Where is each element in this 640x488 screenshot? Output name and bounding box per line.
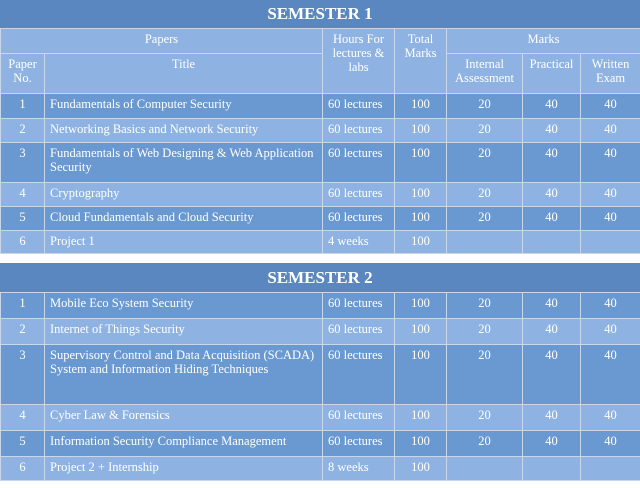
paper-title-cell: Project 1 bbox=[45, 231, 323, 254]
hours-cell: 8 weeks bbox=[323, 457, 395, 481]
internal-assessment-cell: 20 bbox=[447, 293, 523, 319]
table-row bbox=[1, 143, 640, 183]
internal-assessment-cell: 20 bbox=[447, 345, 523, 405]
table-row bbox=[1, 231, 640, 254]
total-marks-cell: 100 bbox=[395, 405, 447, 431]
internal-assessment-cell: 20 bbox=[447, 119, 523, 143]
marks-header: Marks bbox=[447, 29, 640, 54]
written-exam-cell: 40 bbox=[581, 319, 640, 345]
table-row bbox=[1, 293, 640, 319]
hours-cell: 60 lectures bbox=[323, 405, 395, 431]
hours-cell: 60 lectures bbox=[323, 319, 395, 345]
total-marks-cell: 100 bbox=[395, 457, 447, 481]
written-exam-header: Written Exam bbox=[581, 54, 640, 94]
table-row bbox=[1, 183, 640, 207]
practical-marks-cell: 40 bbox=[523, 405, 581, 431]
paper-title-cell: Supervisory Control and Data Acquisition (SCADA) System and Information Hiding Techniques bbox=[45, 345, 323, 405]
practical-marks-cell: 40 bbox=[523, 319, 581, 345]
hours-cell: 60 lectures bbox=[323, 345, 395, 405]
practical-marks-cell: 40 bbox=[523, 293, 581, 319]
paper-no-cell: 4 bbox=[1, 183, 45, 207]
semester-1-table bbox=[0, 28, 640, 254]
written-exam-cell: 40 bbox=[581, 94, 640, 119]
title-header: Title bbox=[45, 54, 323, 94]
header-row-bottom bbox=[1, 54, 640, 94]
internal-assessment-cell: 20 bbox=[447, 94, 523, 119]
table-row bbox=[1, 431, 640, 457]
paper-no-cell: 6 bbox=[1, 457, 45, 481]
internal-assessment-cell bbox=[447, 457, 523, 481]
table-row bbox=[1, 119, 640, 143]
paper-no-cell: 1 bbox=[1, 94, 45, 119]
internal-assessment-cell bbox=[447, 231, 523, 254]
paper-title-cell: Fundamentals of Web Designing & Web Application Security bbox=[45, 143, 323, 183]
total-marks-cell: 100 bbox=[395, 431, 447, 457]
hours-cell: 60 lectures bbox=[323, 119, 395, 143]
paper-no-cell: 3 bbox=[1, 143, 45, 183]
total-marks-cell: 100 bbox=[395, 293, 447, 319]
internal-assessment-header: Internal Assessment bbox=[447, 54, 523, 94]
practical-marks-cell bbox=[523, 457, 581, 481]
semester-2-table bbox=[0, 292, 640, 481]
total-marks-cell: 100 bbox=[395, 183, 447, 207]
semester-2-heading: SEMESTER 2 bbox=[0, 263, 640, 292]
hours-cell: 60 lectures bbox=[323, 183, 395, 207]
paper-title-cell: Project 2 + Internship bbox=[45, 457, 323, 481]
paper-title-cell: Internet of Things Security bbox=[45, 319, 323, 345]
written-exam-cell: 40 bbox=[581, 431, 640, 457]
hours-cell: 60 lectures bbox=[323, 94, 395, 119]
total-marks-cell: 100 bbox=[395, 94, 447, 119]
total-marks-cell: 100 bbox=[395, 231, 447, 254]
written-exam-cell: 40 bbox=[581, 207, 640, 231]
internal-assessment-cell: 20 bbox=[447, 207, 523, 231]
written-exam-cell bbox=[581, 231, 640, 254]
paper-no-cell: 3 bbox=[1, 345, 45, 405]
practical-marks-cell: 40 bbox=[523, 183, 581, 207]
paper-no-cell: 5 bbox=[1, 207, 45, 231]
practical-marks-cell: 40 bbox=[523, 94, 581, 119]
written-exam-cell: 40 bbox=[581, 293, 640, 319]
internal-assessment-cell: 20 bbox=[447, 431, 523, 457]
paper-title-cell: Networking Basics and Network Security bbox=[45, 119, 323, 143]
written-exam-cell: 40 bbox=[581, 183, 640, 207]
table-row bbox=[1, 405, 640, 431]
practical-marks-cell: 40 bbox=[523, 345, 581, 405]
internal-assessment-cell: 20 bbox=[447, 183, 523, 207]
hours-cell: 60 lectures bbox=[323, 207, 395, 231]
written-exam-cell: 40 bbox=[581, 143, 640, 183]
header-row-top bbox=[1, 29, 640, 54]
practical-header: Practical bbox=[523, 54, 581, 94]
paper-no-cell: 6 bbox=[1, 231, 45, 254]
written-exam-cell: 40 bbox=[581, 345, 640, 405]
papers-header: Papers bbox=[1, 29, 323, 54]
internal-assessment-cell: 20 bbox=[447, 405, 523, 431]
paper-title-cell: Cryptography bbox=[45, 183, 323, 207]
internal-assessment-cell: 20 bbox=[447, 143, 523, 183]
practical-marks-cell bbox=[523, 231, 581, 254]
total-marks-cell: 100 bbox=[395, 207, 447, 231]
hours-cell: 60 lectures bbox=[323, 431, 395, 457]
hours-cell: 4 weeks bbox=[323, 231, 395, 254]
paper-title-cell: Information Security Compliance Management bbox=[45, 431, 323, 457]
hours-header: Hours For lectures & labs bbox=[323, 29, 395, 94]
hours-cell: 60 lectures bbox=[323, 293, 395, 319]
table-row bbox=[1, 457, 640, 481]
paper-title-cell: Mobile Eco System Security bbox=[45, 293, 323, 319]
paper-title-cell: Cyber Law & Forensics bbox=[45, 405, 323, 431]
total-marks-header: Total Marks bbox=[395, 29, 447, 94]
table-row bbox=[1, 319, 640, 345]
total-marks-cell: 100 bbox=[395, 319, 447, 345]
total-marks-cell: 100 bbox=[395, 143, 447, 183]
total-marks-cell: 100 bbox=[395, 345, 447, 405]
semester-1-heading: SEMESTER 1 bbox=[0, 0, 640, 28]
total-marks-cell: 100 bbox=[395, 119, 447, 143]
paper-no-cell: 2 bbox=[1, 119, 45, 143]
paper-no-cell: 4 bbox=[1, 405, 45, 431]
paper-title-cell: Fundamentals of Computer Security bbox=[45, 94, 323, 119]
paper-title-cell: Cloud Fundamentals and Cloud Security bbox=[45, 207, 323, 231]
paper-no-header: Paper No. bbox=[1, 54, 45, 94]
written-exam-cell: 40 bbox=[581, 119, 640, 143]
internal-assessment-cell: 20 bbox=[447, 319, 523, 345]
practical-marks-cell: 40 bbox=[523, 143, 581, 183]
hours-cell: 60 lectures bbox=[323, 143, 395, 183]
practical-marks-cell: 40 bbox=[523, 207, 581, 231]
table-row bbox=[1, 345, 640, 405]
paper-no-cell: 2 bbox=[1, 319, 45, 345]
practical-marks-cell: 40 bbox=[523, 119, 581, 143]
written-exam-cell: 40 bbox=[581, 405, 640, 431]
paper-no-cell: 5 bbox=[1, 431, 45, 457]
table-row bbox=[1, 94, 640, 119]
written-exam-cell bbox=[581, 457, 640, 481]
table-row bbox=[1, 207, 640, 231]
practical-marks-cell: 40 bbox=[523, 431, 581, 457]
paper-no-cell: 1 bbox=[1, 293, 45, 319]
